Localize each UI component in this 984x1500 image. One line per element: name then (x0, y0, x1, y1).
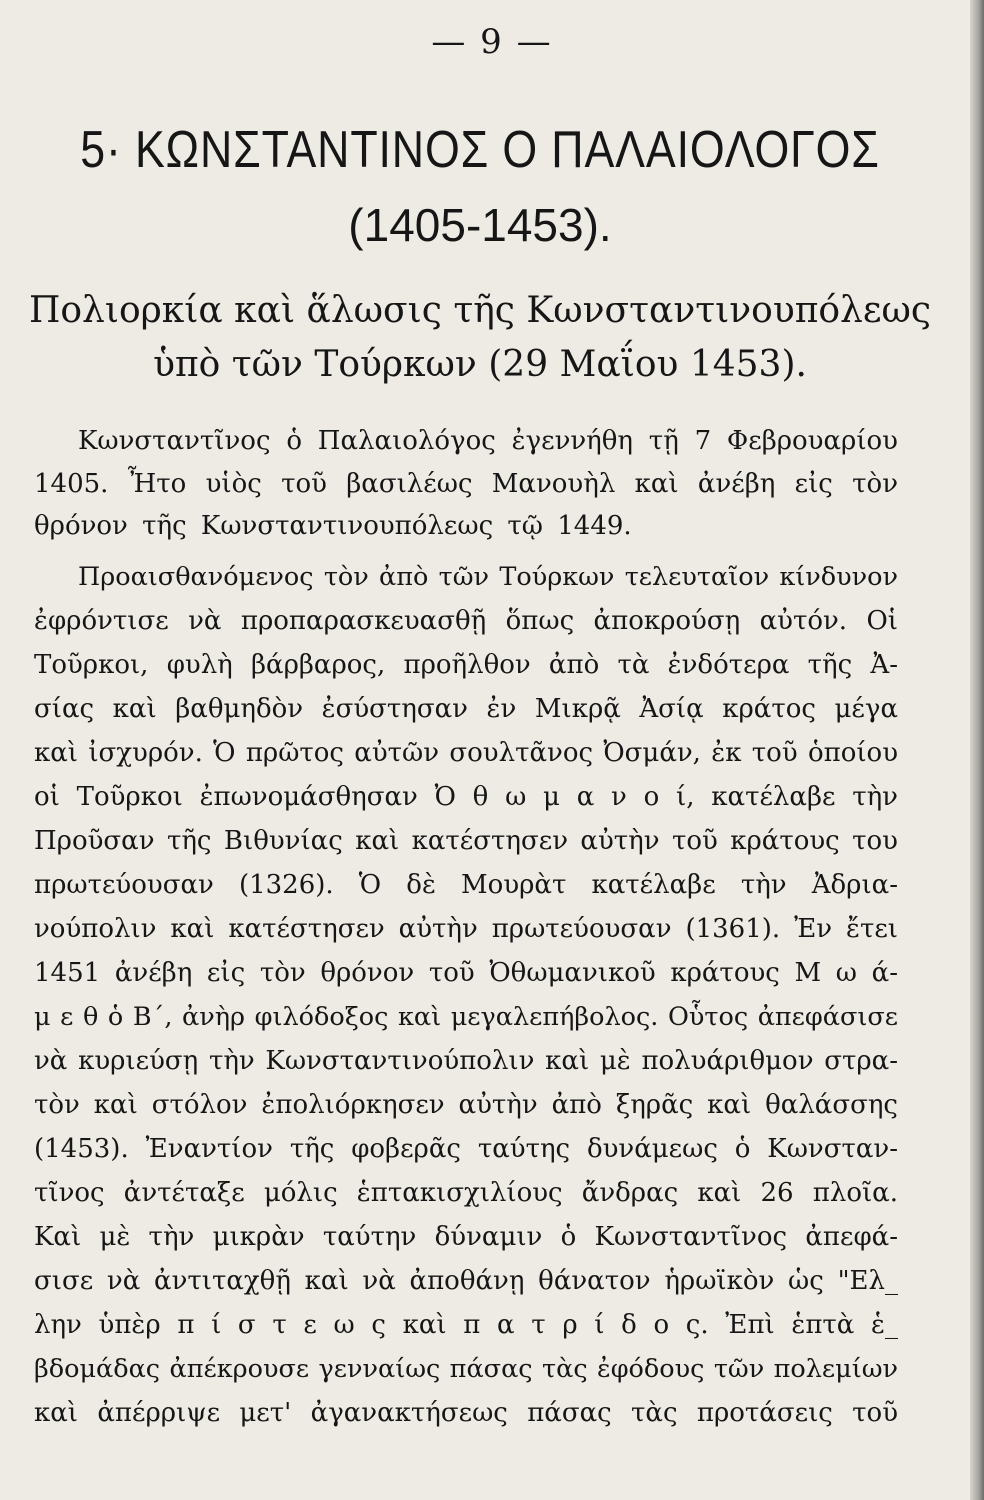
body-line: νὰ κυριεύσῃ τὴν Κωνσταντινούπολιν καὶ μὲ πολυάριθμον στρα- (34, 1046, 898, 1076)
body-line: 1405. Ἦτο υἱὸς τοῦ βασιλέως Μανουὴλ καὶ ἀνέβη εἰς τὸν (34, 469, 898, 499)
body-line: καὶ ἀπέρριψε μετ' ἀγανακτήσεως πάσας τὰς προτάσεις τοῦ (34, 1398, 898, 1428)
subtitle-line-2: ὑπὸ τῶν Τούρκων (29 Μαΐου 1453). (153, 344, 807, 385)
body-line: Καὶ μὲ τὴν μικρὰν ταύτην δύναμιν ὁ Κωνσταντῖνος ἀπεφά- (34, 1222, 898, 1252)
body-line: 1451 ἀνέβη εἰς τὸν θρόνον τοῦ Ὀθωμανικοῦ κράτους Μ ω ά- (34, 958, 898, 988)
body-line: (1453). Ἐναντίον τῆς φοβερᾶς ταύτης δυνάμεως ὁ Κωνσταν- (34, 1134, 898, 1164)
chapter-title: 5· ΚΩΝΣΤΑΝΤΙΝΟΣ Ο ΠΑΛΑΙΟΛΟΓΟΣ (80, 121, 880, 179)
page-edge-shadow (970, 0, 984, 1500)
body-line: νούπολιν καὶ κατέστησεν αὐτὴν πρωτεύουσαν (1361). Ἐν ἔτει (34, 914, 898, 944)
chapter-dates: (1405-1453). (348, 199, 612, 251)
body-line: Προῦσαν τῆς Βιθυνίας καὶ κατέστησεν αὐτὴν τοῦ κράτους του (34, 826, 898, 856)
body-line: Προαισθανόμενος τὸν ἀπὸ τῶν Τούρκων τελευταῖον κίνδυνον (78, 562, 898, 592)
body-line: σισε νὰ ἀντιταχθῇ καὶ νὰ ἀποθάνῃ θάνατον ἡρωϊκὸν ὡς "Ελ_ (34, 1266, 898, 1296)
body-line: τὸν καὶ στόλον ἐπολιόρκησεν αὐτὴν ἀπὸ ξηρᾶς καὶ θαλάσσης (34, 1090, 898, 1120)
body-line: καὶ ἰσχυρόν. Ὁ πρῶτος αὐτῶν σουλτᾶνος Ὀσμάν, ἐκ τοῦ ὁποίου (34, 738, 898, 768)
body-line: ἐφρόντισε νὰ προπαρασκευασθῇ ὅπως ἀποκρούσῃ αὐτόν. Οἱ (34, 606, 898, 636)
body-line: λην ὑπὲρ π ί σ τ ε ω ς καὶ π α τ ρ ί δ ο ς. Ἐπὶ ἑπτὰ ἑ_ (34, 1310, 898, 1340)
body-line: Τοῦρκοι, φυλὴ βάρβαρος, προῆλθον ἀπὸ τὰ ἐνδότερα τῆς Ἀ- (34, 650, 898, 680)
body-line: σίας καὶ βαθμηδὸν ἐσύστησαν ἐν Μικρᾷ Ἀσίᾳ κράτος μέγα (34, 694, 898, 724)
body-line: Κωνσταντῖνος ὁ Παλαιολόγος ἐγεννήθη τῇ 7 Φεβρουαρίου (78, 426, 898, 456)
body-line: θρόνον τῆς Κωνσταντινουπόλεως τῷ 1449. (34, 511, 632, 541)
body-line: μ ε θ ὁ Β΄, ἀνὴρ φιλόδοξος καὶ μεγαλεπήβολος. Οὗτος ἀπεφάσισε (34, 1002, 898, 1032)
body-line: πρωτεύουσαν (1326). Ὁ δὲ Μουρὰτ κατέλαβε τὴν Ἀδρια- (34, 870, 898, 900)
page-number: — 9 — (431, 22, 553, 62)
subtitle-line-1: Πολιορκία καὶ ἅλωσις τῆς Κωνσταντινουπόλεως (28, 290, 932, 331)
body-line: βδομάδας ἀπέκρουσε γενναίως πάσας τὰς ἐφόδους τῶν πολεμίων (34, 1354, 898, 1384)
body-line: οἱ Τοῦρκοι ἐπωνομάσθησαν Ὀ θ ω μ α ν ο ί, κατέλαβε τὴν (34, 782, 898, 812)
body-line: τῖνος ἀντέταξε μόλις ἑπτακισχιλίους ἄνδρας καὶ 26 πλοῖα. (34, 1178, 898, 1208)
